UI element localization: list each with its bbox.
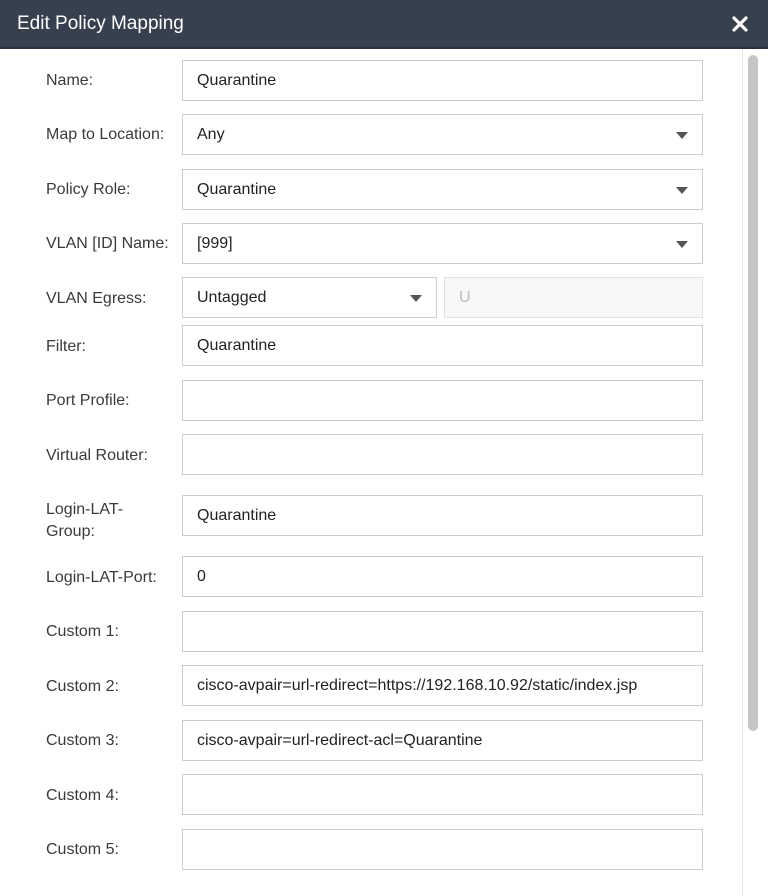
login-lat-group-label-line1: Login-LAT- <box>46 501 124 518</box>
name-input[interactable]: Quarantine <box>182 60 703 101</box>
vlan-egress-select[interactable] <box>182 277 437 318</box>
custom2-label: Custom 2: <box>46 678 119 695</box>
vertical-scrollbar[interactable] <box>742 49 768 896</box>
map-to-location-label: Map to Location: <box>46 126 165 143</box>
chevron-down-icon <box>676 241 688 248</box>
map-to-location-value: Any <box>197 126 225 143</box>
port-profile-input[interactable] <box>182 380 703 421</box>
scrollbar-thumb[interactable] <box>748 55 758 731</box>
close-icon[interactable] <box>729 13 751 35</box>
login-lat-port-input[interactable]: 0 <box>182 556 703 597</box>
custom5-input[interactable] <box>182 829 703 870</box>
vlan-egress-label: VLAN Egress: <box>46 290 147 307</box>
login-lat-group-label <box>46 499 123 543</box>
dialog-title: Edit Policy Mapping <box>17 13 184 34</box>
chevron-down-icon <box>410 295 422 302</box>
virtual-router-label: Virtual Router: <box>46 447 148 464</box>
login-lat-port-label: Login-LAT-Port: <box>46 569 157 586</box>
custom2-input[interactable]: cisco-avpair=url-redirect=https://192.168.10.92/static/index.jsp <box>182 665 703 706</box>
map-to-location-select[interactable] <box>182 114 703 155</box>
filter-label: Filter: <box>46 338 86 355</box>
virtual-router-input[interactable] <box>182 434 703 475</box>
custom5-label: Custom 5: <box>46 841 119 858</box>
port-profile-label: Port Profile: <box>46 392 130 409</box>
custom3-input[interactable]: cisco-avpair=url-redirect-acl=Quarantine <box>182 720 703 761</box>
custom1-input[interactable] <box>182 611 703 652</box>
policy-mapping-form <box>0 49 742 896</box>
vlan-egress-value: Untagged <box>197 289 267 306</box>
vlan-id-name-label: VLAN [ID] Name: <box>46 235 169 252</box>
policy-role-select[interactable] <box>182 169 703 210</box>
policy-role-value: Quarantine <box>197 181 277 198</box>
vlan-id-name-select[interactable] <box>182 223 703 264</box>
chevron-down-icon <box>676 132 688 139</box>
vlan-egress-suffix-field: U <box>444 277 703 318</box>
vlan-id-name-value: [999] <box>197 235 233 252</box>
policy-role-label: Policy Role: <box>46 181 131 198</box>
filter-input[interactable]: Quarantine <box>182 325 703 366</box>
custom4-label: Custom 4: <box>46 787 119 804</box>
custom1-label: Custom 1: <box>46 623 119 640</box>
custom4-input[interactable] <box>182 774 703 815</box>
login-lat-group-label-line2: Group: <box>46 523 95 540</box>
custom3-label: Custom 3: <box>46 732 119 749</box>
name-label: Name: <box>46 72 94 89</box>
chevron-down-icon <box>676 187 688 194</box>
login-lat-group-input[interactable]: Quarantine <box>182 495 703 536</box>
dialog-titlebar <box>0 0 768 49</box>
